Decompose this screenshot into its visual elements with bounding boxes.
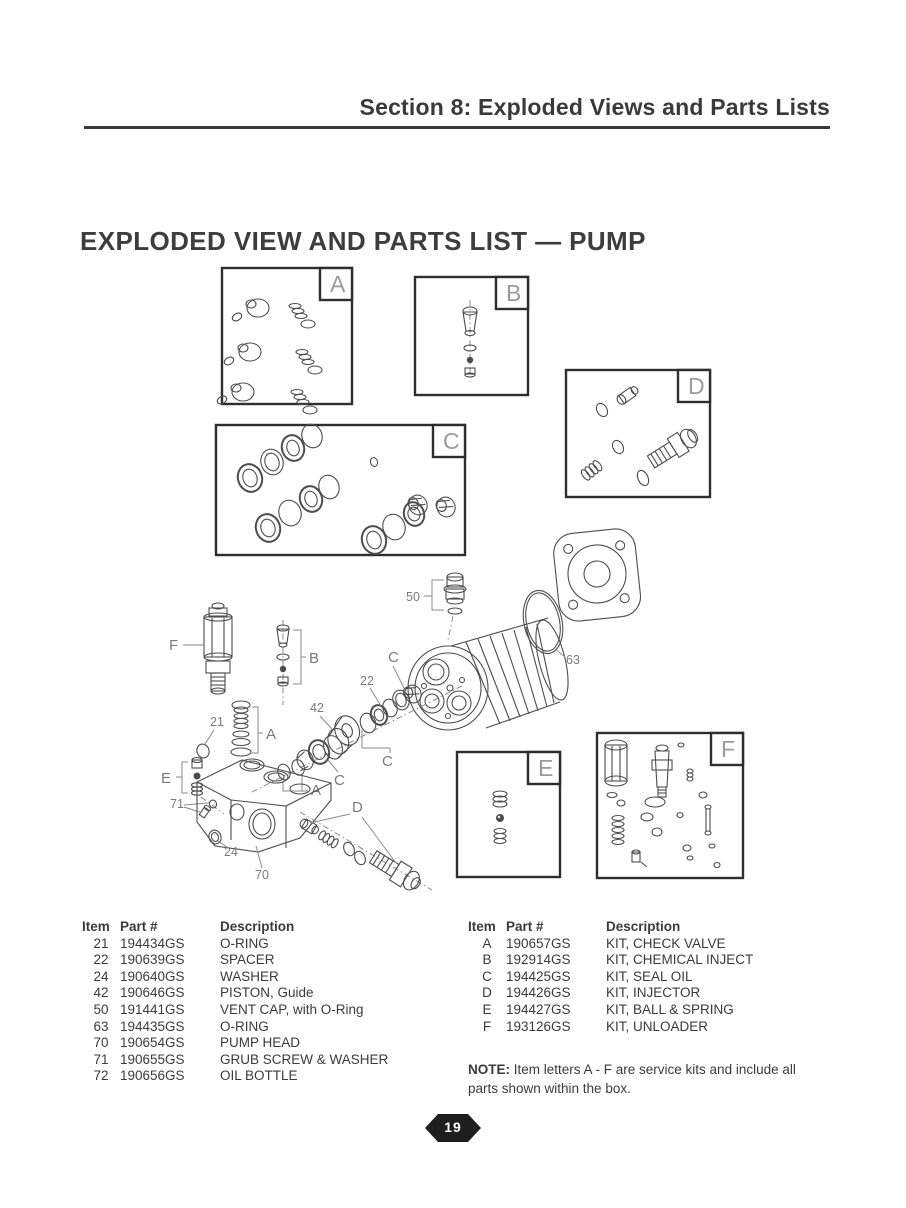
o-ring-63	[518, 587, 568, 658]
item-no: 70	[93, 1035, 109, 1051]
part-desc: PUMP HEAD	[220, 1035, 301, 1051]
callout-a1: A	[266, 726, 277, 743]
callout-c-mid: C	[382, 753, 393, 770]
part-no: 193126GS	[506, 1018, 571, 1034]
part-desc: KIT, BALL & SPRING	[606, 1001, 734, 1017]
bearing-cover	[552, 527, 643, 623]
part-desc: VENT CAP, with O-Ring	[220, 1001, 364, 1017]
item-no: 72	[93, 1068, 109, 1084]
table-row	[468, 969, 828, 986]
col-description: Description	[220, 919, 295, 934]
page-title: EXPLODED VIEW AND PARTS LIST — PUMP	[80, 226, 646, 256]
callout-71: 71	[170, 797, 184, 811]
kit-letter: E	[482, 1001, 492, 1017]
part-desc: WASHER	[220, 968, 279, 984]
kit-box-c-label: C	[443, 428, 460, 454]
table-row	[468, 952, 828, 969]
item-no: 71	[93, 1051, 109, 1067]
page-number-badge	[424, 1112, 482, 1144]
part-no: 190656GS	[120, 1068, 185, 1084]
kit-letter: C	[482, 968, 492, 984]
callout-42: 42	[310, 701, 324, 715]
item-no: 63	[93, 1018, 109, 1034]
callout-e: E	[161, 770, 172, 787]
table-row	[82, 1019, 412, 1036]
kit-box-a	[216, 268, 352, 414]
callout-a2: A	[311, 782, 322, 799]
part-no: 194425GS	[506, 968, 571, 984]
injector-assembly	[298, 812, 432, 895]
part-no: 190639GS	[120, 952, 185, 968]
kits-table	[468, 919, 828, 1035]
col-part: Part #	[120, 919, 158, 934]
part-desc: KIT, UNLOADER	[606, 1018, 709, 1034]
kit-box-d	[566, 370, 710, 497]
part-no: 190640GS	[120, 968, 185, 984]
kit-box-b	[415, 277, 528, 395]
kit-letter: A	[482, 935, 492, 951]
part-no: 190646GS	[120, 985, 185, 1001]
col-item: Item	[82, 919, 110, 934]
item-no: 50	[93, 1001, 109, 1017]
part-no: 194435GS	[120, 1018, 185, 1034]
part-no: 191441GS	[120, 1001, 185, 1017]
piston-seal-series	[276, 683, 424, 782]
kit-letter: D	[482, 985, 492, 1001]
col-description: Description	[606, 919, 681, 934]
part-desc: KIT, CHEMICAL INJECT	[606, 952, 754, 968]
part-desc: SPACER	[220, 952, 275, 968]
callout-50: 50	[406, 590, 420, 604]
table-row	[82, 1035, 412, 1052]
kit-box-c	[216, 421, 465, 557]
parts-table-header	[82, 919, 412, 936]
item-no: 42	[93, 985, 109, 1001]
part-desc: KIT, INJECTOR	[606, 985, 701, 1001]
grub-screw-washer	[199, 799, 218, 818]
page-number: 19	[444, 1119, 462, 1135]
callout-24: 24	[224, 845, 238, 859]
note-label: NOTE:	[468, 1061, 510, 1077]
table-row	[82, 936, 412, 953]
item-no: 24	[93, 968, 109, 984]
pump-assembly	[161, 527, 642, 895]
callout-63: 63	[566, 653, 580, 667]
part-desc: GRUB SCREW & WASHER	[220, 1051, 389, 1067]
kit-box-f	[597, 733, 743, 878]
col-item: Item	[468, 919, 496, 934]
part-no: 190655GS	[120, 1051, 185, 1067]
callout-21: 21	[210, 715, 224, 729]
table-row	[468, 936, 828, 953]
kit-box-a-label: A	[330, 271, 346, 297]
note-text: Item letters A - F are service kits and include all parts shown within the box.	[468, 1061, 796, 1096]
table-row	[82, 1002, 412, 1019]
callout-f: F	[169, 637, 179, 654]
callout-c-top: C	[388, 649, 399, 666]
table-row	[82, 1052, 412, 1069]
kit-letter: F	[482, 1018, 492, 1034]
pump-head	[197, 759, 331, 852]
part-no: 194434GS	[120, 935, 185, 951]
kit-box-f-label: F	[721, 736, 736, 762]
kit-box-e-label: E	[538, 755, 554, 781]
callout-c-bot: C	[334, 772, 345, 789]
kit-letter: B	[482, 952, 492, 968]
parts-table	[82, 919, 412, 1085]
table-row	[82, 1068, 412, 1085]
item-no: 22	[93, 952, 109, 968]
part-desc: PISTON, Guide	[220, 985, 314, 1001]
part-no: 192914GS	[506, 952, 571, 968]
table-row	[82, 985, 412, 1002]
callout-d: D	[352, 799, 363, 816]
callout-b: B	[309, 650, 320, 667]
table-row	[468, 1002, 828, 1019]
kit-box-d-label: D	[688, 373, 705, 399]
table-row	[82, 952, 412, 969]
vent-cap	[444, 573, 466, 640]
check-valve-stack	[195, 701, 251, 760]
part-no: 190657GS	[506, 935, 571, 951]
callout-22: 22	[360, 674, 374, 688]
part-desc: O-RING	[220, 1018, 269, 1034]
part-desc: OIL BOTTLE	[220, 1068, 298, 1084]
table-row	[468, 1019, 828, 1036]
callout-70: 70	[255, 868, 269, 882]
kit-box-e	[457, 752, 560, 877]
section-header: Section 8: Exploded Views and Parts Lists	[359, 94, 830, 120]
part-desc: KIT, CHECK VALVE	[606, 935, 726, 951]
item-no: 21	[93, 935, 109, 951]
chemical-injector-parts	[277, 620, 289, 705]
part-desc: KIT, SEAL OIL	[606, 968, 693, 984]
unloader-valve	[204, 603, 232, 694]
part-no: 190654GS	[120, 1035, 185, 1051]
kits-table-header	[468, 919, 828, 936]
table-row	[82, 969, 412, 986]
service-kit-note	[468, 1060, 820, 1098]
part-desc: O-RING	[220, 935, 269, 951]
table-row	[468, 985, 828, 1002]
col-part: Part #	[506, 919, 544, 934]
crankcase	[408, 617, 575, 730]
part-no: 194426GS	[506, 985, 571, 1001]
part-no: 194427GS	[506, 1001, 571, 1017]
kit-box-b-label: B	[506, 280, 522, 306]
